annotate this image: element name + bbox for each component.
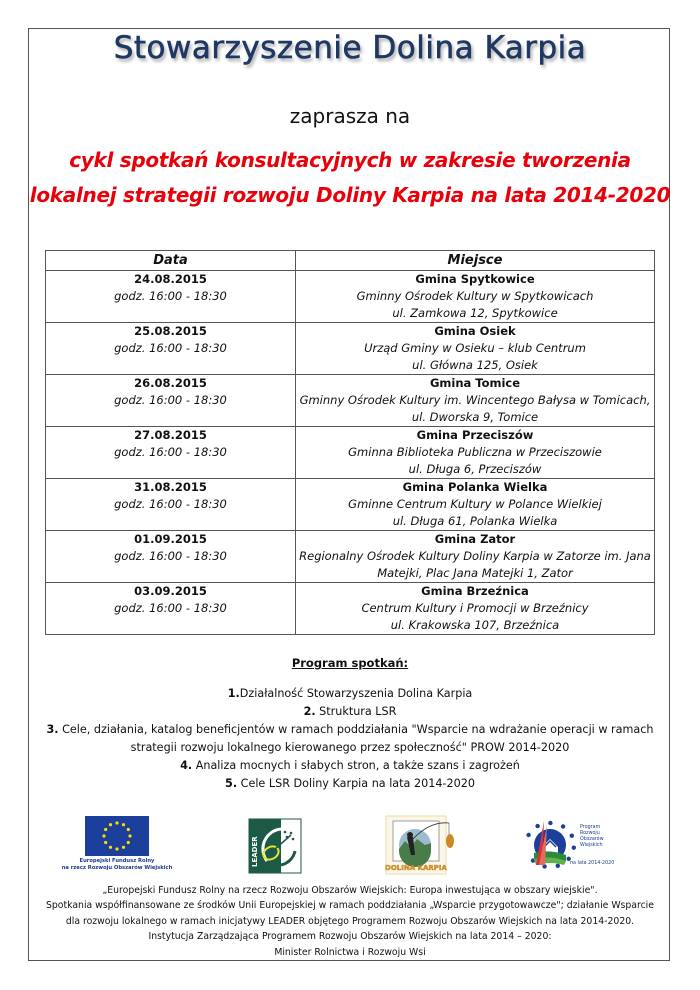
venue-line: Urząd Gminy w Osieku – klub Centrum <box>364 341 586 355</box>
venue-line: ul. Długa 61, Polanka Wielka <box>392 514 558 528</box>
program-item-text: strategii rozwoju lokalnego kierowanego przez społeczność" PROW 2014-2020 <box>130 741 570 754</box>
column-header-date: Data <box>46 251 296 271</box>
eu-star-icon <box>122 846 125 849</box>
program-item <box>28 757 672 775</box>
meeting-date: 01.09.2015 <box>134 532 207 546</box>
meeting-date: 31.08.2015 <box>134 480 207 494</box>
program-item <box>28 775 672 793</box>
place-cell <box>296 271 655 323</box>
eu-flag-icon <box>58 814 176 858</box>
meeting-time: godz. 16:00 - 18:30 <box>114 601 227 615</box>
program-item-text: Działalność Stowarzyszenia Dolina Karpia <box>239 687 473 700</box>
program-item-text: Struktura LSR <box>315 705 397 718</box>
leader-logo-icon <box>247 817 305 875</box>
eu-star-icon <box>102 834 105 837</box>
venue-line: Matejki, Plac Jana Matejki 1, Zator <box>377 566 573 580</box>
program-item <box>28 721 672 739</box>
prow-logo <box>518 815 628 875</box>
schedule-table <box>45 250 655 635</box>
dolina-karpia-logo-icon <box>385 815 460 877</box>
program-item <box>28 739 672 757</box>
table-row <box>46 427 655 479</box>
date-cell <box>46 271 296 323</box>
column-header-place: Miejsce <box>296 251 655 271</box>
venue-line: Gminne Centrum Kultury w Polance Wielkiej <box>348 497 602 511</box>
dolina-karpia-logo <box>385 815 460 877</box>
venue-line: Regionalny Ośrodek Kultury Doliny Karpia w Zatorze im. Jana <box>299 549 651 563</box>
eu-star-icon <box>109 823 112 826</box>
program-list <box>28 685 672 793</box>
prow-star-icon <box>535 824 539 828</box>
place-cell <box>296 323 655 375</box>
program-item <box>28 703 672 721</box>
venue-line: ul. Dworska 9, Tomice <box>411 410 539 424</box>
prow-caption: Program Rozwoju Obszarów Wiejskich <box>580 825 604 848</box>
meeting-time: godz. 16:00 - 18:30 <box>114 497 227 511</box>
meeting-time: godz. 16:00 - 18:30 <box>114 549 227 563</box>
meeting-time: godz. 16:00 - 18:30 <box>114 341 227 355</box>
program-item-text: Cele, działania, katalog beneficjentów w ramach poddziałania "Wsparcie na wdrażanie operacji w ramach <box>58 723 654 736</box>
table-row <box>46 323 655 375</box>
meeting-date: 27.08.2015 <box>134 428 207 442</box>
headline-line: cykl spotkań konsultacyjnych w zakresie tworzenia <box>69 148 631 172</box>
commune-name: Gmina Polanka Wielka <box>402 480 548 494</box>
footer-line: Spotkania współfinansowane ze środków Unii Europejskiej w ramach poddziałania „Wsparcie przygotowawcze"; działanie Wsparcie <box>46 900 654 912</box>
commune-name: Gmina Tomice <box>429 376 521 390</box>
footer-line: dla rozwoju lokalnego w ramach inicjatywy LEADER objętego Programem Rozwoju Obszarów Wiejskich na lata 2014-2020. <box>65 915 635 927</box>
venue-line: ul. Zamkowa 12, Spytkowice <box>392 306 558 320</box>
prow-star-icon <box>556 864 560 868</box>
eu-star-icon <box>109 846 112 849</box>
eu-star-icon <box>115 821 118 824</box>
prow-star-icon <box>548 821 552 825</box>
eu-star-icon <box>104 828 107 831</box>
venue-line: Gminny Ośrodek Kultury im. Wincentego Bałysa w Tomicach, <box>299 393 651 407</box>
venue-line: Gminny Ośrodek Kultury w Spytkowicach <box>356 289 594 303</box>
prow-star-icon <box>572 846 576 850</box>
venue-line: Centrum Kultury i Promocji w Brzeźnicy <box>361 601 589 615</box>
prow-years: na lata 2014-2020 <box>570 861 615 866</box>
place-cell <box>296 531 655 583</box>
meeting-time: godz. 16:00 - 18:30 <box>114 445 227 459</box>
table-row <box>46 583 655 635</box>
eu-star-icon <box>127 828 130 831</box>
program-item-number: 4. <box>180 759 193 772</box>
venue-line: ul. Długa 6, Przeciszów <box>408 462 542 476</box>
venue-line: ul. Główna 125, Osiek <box>412 358 538 372</box>
table-row <box>46 271 655 323</box>
footer-line: „Europejski Fundusz Rolny na rzecz Rozwoju Obszarów Wiejskich: Europa inwestująca w obszary wiejskie". <box>102 885 598 896</box>
date-cell <box>46 531 296 583</box>
organization-title: Stowarzyszenie Dolina Karpia <box>113 30 587 66</box>
program-heading: Program spotkań: <box>291 656 409 670</box>
leader-logo <box>247 817 305 875</box>
funding-footer <box>28 883 672 960</box>
meeting-date: 25.08.2015 <box>134 324 207 338</box>
date-cell <box>46 375 296 427</box>
svg-text:DOLINA KARPIA: DOLINA KARPIA <box>385 864 447 872</box>
table-row <box>46 375 655 427</box>
footer-line: Minister Rolnictwa i Rozwoju Wsi <box>274 946 426 958</box>
meeting-time: godz. 16:00 - 18:30 <box>114 289 227 303</box>
program-item-number: 5. <box>225 777 238 790</box>
eu-star-icon <box>115 847 118 850</box>
meeting-date: 26.08.2015 <box>134 376 207 390</box>
commune-name: Gmina Zator <box>434 532 516 546</box>
eu-fund-logo <box>58 814 176 874</box>
meeting-date: 24.08.2015 <box>134 272 207 286</box>
program-item <box>28 685 672 703</box>
table-header-row <box>46 251 655 271</box>
eu-star-icon <box>127 841 130 844</box>
program-item-number: 1. <box>227 687 240 700</box>
headline <box>28 143 672 213</box>
invite-text: zaprasza na <box>289 104 411 128</box>
venue-line: Gminna Biblioteka Publiczna w Przeciszowie <box>348 445 602 459</box>
commune-name: Gmina Brzeźnica <box>421 584 529 598</box>
program-item-number: 3. <box>46 723 59 736</box>
table-row <box>46 479 655 531</box>
table-row <box>46 531 655 583</box>
eu-star-icon <box>122 823 125 826</box>
headline-line: lokalnej strategii rozwoju Doliny Karpia na lata 2014-2020 <box>29 183 671 207</box>
eu-star-icon <box>128 834 131 837</box>
prow-star-icon <box>570 834 574 838</box>
commune-name: Gmina Przeciszów <box>416 428 534 442</box>
date-cell <box>46 323 296 375</box>
program-item-number: 2. <box>303 705 316 718</box>
date-cell <box>46 479 296 531</box>
program-item-text: Cele LSR Doliny Karpia na lata 2014-2020 <box>237 777 475 790</box>
place-cell <box>296 583 655 635</box>
eu-star-icon <box>104 841 107 844</box>
commune-name: Gmina Osiek <box>434 324 516 338</box>
prow-logo-icon <box>518 815 578 875</box>
eu-fund-caption: Europejski Fundusz Rolny na rzecz Rozwoju Obszarów Wiejskich <box>61 858 173 871</box>
commune-name: Gmina Spytkowice <box>415 272 535 286</box>
place-cell <box>296 375 655 427</box>
meeting-time: godz. 16:00 - 18:30 <box>114 393 227 407</box>
prow-star-icon <box>526 833 530 837</box>
venue-line: ul. Krakowska 107, Brzeźnica <box>390 618 560 632</box>
place-cell <box>296 427 655 479</box>
footer-line: Instytucja Zarządzająca Programem Rozwoju Obszarów Wiejskich na lata 2014 – 2020: <box>148 931 552 943</box>
prow-star-icon <box>561 824 565 828</box>
logos-row <box>28 812 672 880</box>
program-item-text: Analiza mocnych i słabych stron, a także szans i zagrożeń <box>192 759 520 772</box>
place-cell <box>296 479 655 531</box>
date-cell <box>46 583 296 635</box>
meeting-date: 03.09.2015 <box>134 584 207 598</box>
svg-text:LEADER: LEADER <box>251 836 259 867</box>
date-cell <box>46 427 296 479</box>
